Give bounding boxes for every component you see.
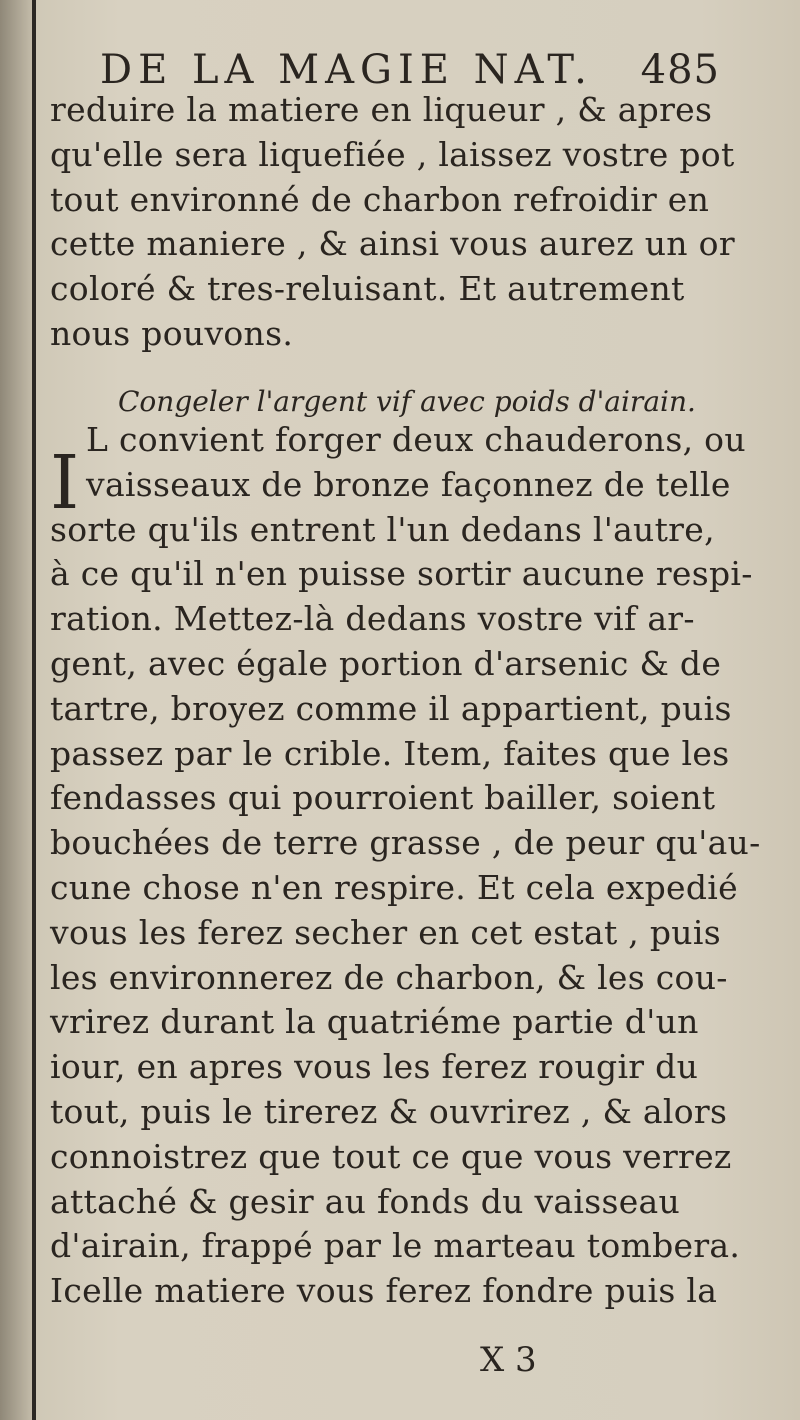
section-heading: Congeler l'argent vif avec poids d'airain. [118,385,696,418]
text-line: reduire la matiere en liqueur , & apres [50,90,713,129]
page-number: 485 [640,47,720,93]
signature-mark: X 3 [480,1340,537,1380]
text-line: bouchées de terre grasse , de peur qu'au- [50,823,761,863]
text-line: fendasses qui pourroient bailler, soient [50,778,716,818]
text-line: sorte qu'ils entrent l'un dedans l'autre, [50,509,715,549]
gutter-shadow [0,0,32,1420]
text-line: coloré & tres-reluisant. Et autrement [50,269,685,309]
text-line: qu'elle sera liquefiée , laissez vostre pot [50,134,735,174]
text-line: à ce qu'il n'en puisse sortir aucune respi- [50,554,753,594]
text-line: les environnerez de charbon, & les cou- [50,957,728,997]
text-line: iour, en apres vous les ferez rougir du [50,1047,699,1087]
text-line: nous pouvons. [50,313,294,353]
text-line: vrirez durant la quatriéme partie d'un [50,1002,699,1042]
text-line: cune chose n'en respire. Et cela expedié [50,867,738,907]
text-line: ration. Mettez-là dedans vostre vif ar- [50,599,695,639]
text-line: d'airain, frappé par le marteau tombera. [50,1226,741,1266]
paragraph-1 [50,88,735,357]
text-line: connoistrez que tout ce que vous verrez [50,1136,732,1176]
paragraph-2 [50,418,761,1314]
text-line: tartre, broyez comme il appartient, puis [50,688,732,728]
text-line: Icelle matiere vous ferez fondre puis la [50,1271,718,1311]
text-line: gent, avec égale portion d'arsenic & de [50,643,722,683]
text-line: cette maniere , & ainsi vous aurez un or [50,224,735,264]
text-line: passez par le crible. Item, faites que les [50,733,730,773]
text-line: L convient forger deux chauderons, ou [86,420,746,459]
text-line: vaisseaux de bronze façonnez de telle [86,464,731,504]
text-line: attaché & gesir au fonds du vaisseau [50,1181,681,1221]
gutter-line [32,0,36,1420]
running-title: DE LA MAGIE NAT. [100,47,593,93]
text-line: tout, puis le tirerez & ouvrirez , & alors [50,1091,728,1131]
text-line: tout environné de charbon refroidir en [50,179,710,219]
drop-capital: I [50,440,80,526]
text-line: vous les ferez secher en cet estat , puis [50,912,721,952]
